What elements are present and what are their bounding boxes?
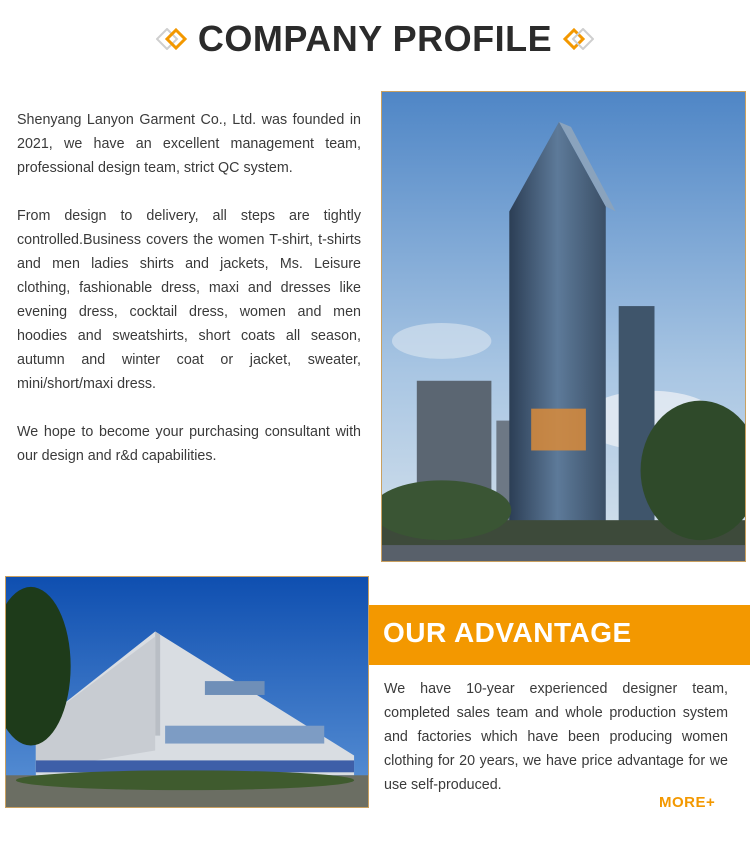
company-intro [17,108,361,492]
office-building-photo [381,91,746,562]
advantage-title: OUR ADVANTAGE [383,617,632,648]
advantage-text: We have 10-year experienced designer team, completed sales team and whole production system and factories which have been producing women clothing for 20 years, we have price advantage for we use self-produced. [384,681,728,793]
diamond-ornament-icon [560,28,594,50]
section-header [0,14,750,64]
intro-paragraph: Shenyang Lanyon Garment Co., Ltd. was founded in 2021, we have an excellent management team, professional design team, strict QC system. [17,112,361,176]
intro-paragraph: We hope to become your purchasing consultant with our design and r&d capabilities. [17,424,361,464]
diamond-ornament-icon [156,28,190,50]
advantage-banner [369,605,750,665]
more-link[interactable]: MORE+ [659,794,716,811]
intro-paragraph: From design to delivery, all steps are tightly controlled.Business covers the women T-shirt, t-shirts and men ladies shirts and jackets, Ms. Leisure clothing, fashionable dress, maxi and dresses like evening dress, cocktail dress, women and men hoodies and sweatshirts, short coats all season, autumn and winter coat or jacket, sweater, mini/short/maxi dress. [17,208,361,392]
page-title: COMPANY PROFILE [197,18,553,59]
factory-photo [5,576,369,808]
